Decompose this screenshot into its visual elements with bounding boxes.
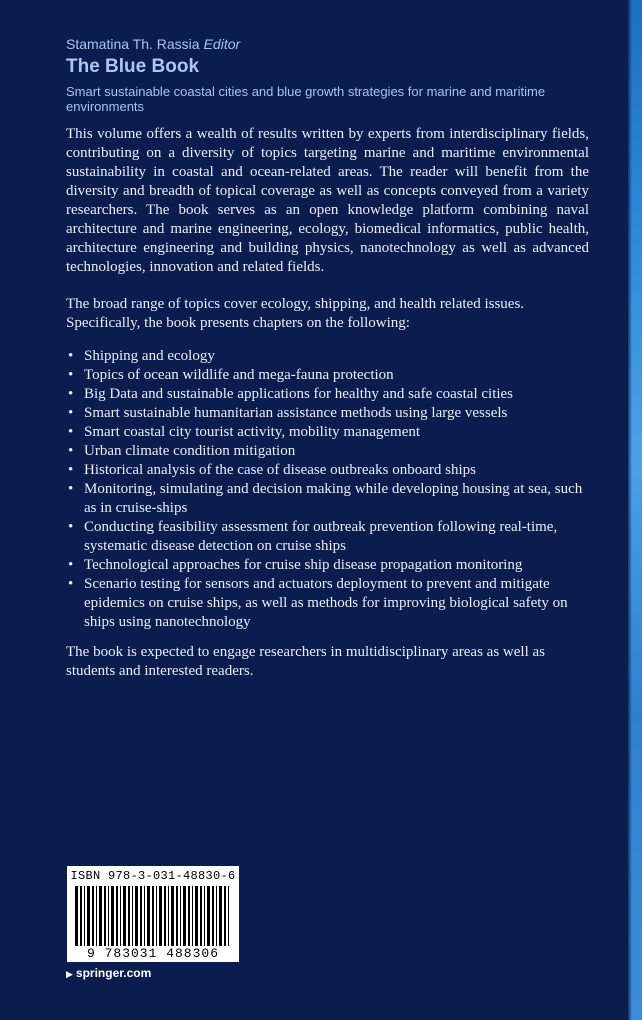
ocean-photo-strip — [628, 0, 642, 1020]
list-item: • Technological approaches for cruise ship disease propagation monitoring — [66, 556, 589, 575]
barcode-bar — [144, 886, 145, 946]
list-item: • Monitoring, simulating and decision making while developing housing at sea, such as in cruise-ships — [66, 480, 589, 518]
barcode-bar — [84, 886, 85, 946]
barcode-bar — [168, 886, 169, 946]
list-item: • Conducting feasibility assessment for outbreak prevention following real-time, systematic disease detection on cruise ships — [66, 518, 589, 556]
barcode-digits: 9 783031 488306 — [86, 946, 220, 961]
barcode-bar — [180, 886, 181, 946]
closing-paragraph: The book is expected to engage researchers in multidisciplinary areas as well as students and interested readers. — [66, 644, 545, 679]
barcode-bar — [123, 886, 126, 946]
list-item: • Smart coastal city tourist activity, mobility management — [66, 423, 589, 442]
barcode-bar — [159, 886, 162, 946]
barcode-bar — [75, 886, 78, 946]
barcode-bar — [87, 886, 90, 946]
barcode-bar — [128, 886, 130, 946]
list-item: • Topics of ocean wildlife and mega-fauna protection — [66, 366, 589, 385]
barcode-bar — [228, 886, 229, 946]
barcode-bar — [99, 886, 102, 946]
barcode-bar — [108, 886, 109, 946]
author-line — [66, 36, 626, 52]
list-item: • Historical analysis of the case of disease outbreaks onboard ships — [66, 461, 589, 480]
barcode-bar — [92, 886, 94, 946]
list-item: • Smart sustainable humanitarian assistance methods using large vessels — [66, 404, 589, 423]
barcode-bar — [176, 886, 178, 946]
barcode-bar — [200, 886, 202, 946]
scope-paragraph: The broad range of topics cover ecology, shipping, and health related issues. Specifically, the book presents chapters on the following: — [66, 296, 525, 331]
barcode-bar — [156, 886, 157, 946]
book-subtitle: Smart sustainable coastal cities and blue growth strategies for marine and maritime environments — [66, 84, 546, 114]
isbn-label: ISBN 978-3-031-48830-6 — [70, 869, 236, 883]
barcode-bar — [164, 886, 166, 946]
arrow-right-icon: ▶ — [66, 969, 73, 979]
barcode-bar — [219, 886, 222, 946]
barcode-bar — [140, 886, 142, 946]
barcode-bar — [80, 886, 82, 946]
publisher-link[interactable] — [66, 966, 151, 980]
barcode-bar — [204, 886, 205, 946]
book-title: The Blue Book — [66, 56, 200, 77]
author-role: Editor — [203, 36, 241, 52]
cover-header — [66, 36, 626, 114]
list-item: • Urban climate condition mitigation — [66, 442, 589, 461]
back-cover-text — [66, 125, 589, 681]
barcode-bar — [120, 886, 121, 946]
barcode-bar — [212, 886, 214, 946]
author-name: Stamatina Th. Rassia — [66, 36, 200, 52]
barcode-bar — [195, 886, 198, 946]
barcode-bar — [135, 886, 138, 946]
list-item: • Shipping and ecology — [66, 347, 589, 366]
barcode-bar — [152, 886, 154, 946]
barcode-bar — [224, 886, 226, 946]
barcode-bar — [188, 886, 190, 946]
barcode-bar — [104, 886, 106, 946]
topic-list — [66, 347, 589, 632]
isbn-barcode — [67, 866, 239, 962]
intro-paragraph: This volume offers a wealth of results written by experts from interdisciplinary fields, contributing on a diversity of topics targeting marine and maritime environmental sustainability in coastal and ocean-related areas. The reader will benefit from the diversity and breadth of topical coverage as well as concepts conveyed from a variety researchers. The book serves as an open knowledge platform combining naval architecture and marine engineering, ecology, biomedical informatics, public health, architecture engineering and building physics, nanotechnology as well as advanced technologies, innovation and related fields. — [66, 126, 589, 275]
list-item: • Scenario testing for sensors and actuators deployment to prevent and mitigate epidemics on cruise ships, as well as methods for improving biological safety on ships using nanotechnology — [66, 575, 589, 632]
barcode-bar — [132, 886, 133, 946]
list-item: • Big Data and sustainable applications for healthy and safe coastal cities — [66, 385, 589, 404]
barcode-bar — [192, 886, 193, 946]
barcode-bar — [111, 886, 114, 946]
barcode-bar — [183, 886, 186, 946]
barcode-bar — [216, 886, 217, 946]
barcode-bar — [207, 886, 210, 946]
barcode-bar — [147, 886, 150, 946]
barcode-bars — [75, 886, 231, 946]
barcode-bar — [96, 886, 97, 946]
barcode-bar — [116, 886, 118, 946]
barcode-bar — [171, 886, 174, 946]
publisher-url: springer.com — [75, 966, 152, 980]
